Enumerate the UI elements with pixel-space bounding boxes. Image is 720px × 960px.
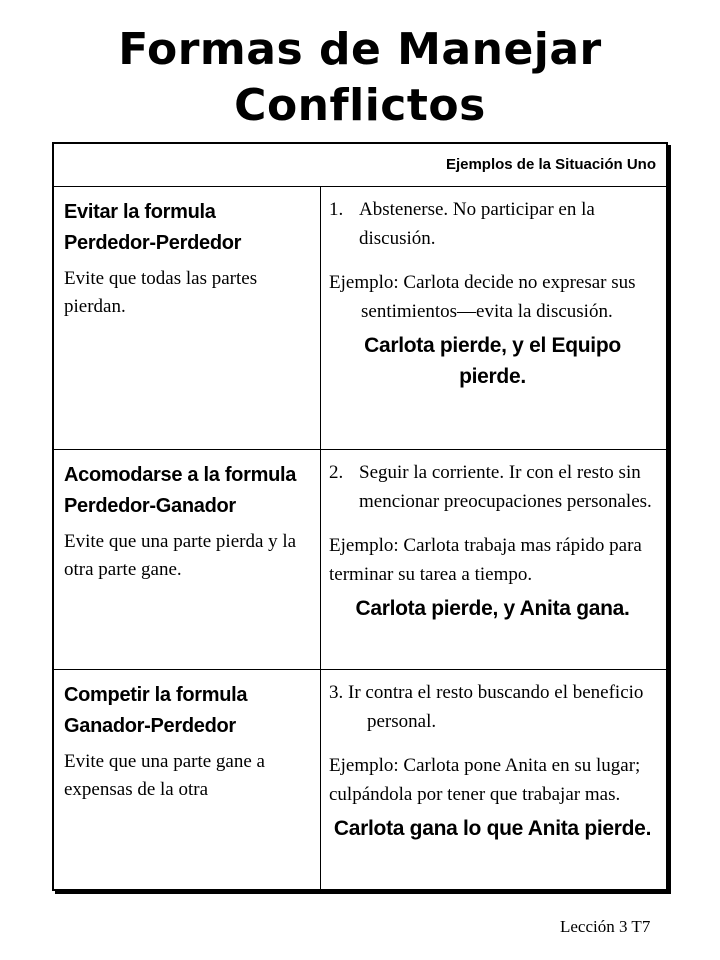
row-description: Evite que una parte pierda y la otra parte gane. — [64, 531, 297, 580]
title-line-1: Formas de Manejar — [118, 24, 602, 75]
row-right-cell — [321, 670, 668, 890]
row-heading: Acomodarse a la formula Perdedor-Ganador — [64, 464, 297, 517]
example-text: Ejemplo: Carlota trabaja mas rápido para terminar su tarea a tiempo. — [329, 535, 642, 585]
table-row — [53, 450, 667, 670]
row-heading: Evitar la formula Perdedor-Perdedor — [64, 201, 242, 254]
strategy-text: Abstenerse. No participar en la discusión. — [359, 199, 595, 249]
row-left-cell — [53, 187, 321, 450]
result-text: Carlota pierde, y Anita gana. — [355, 597, 630, 620]
row-heading: Competir la formula Ganador-Perdedor — [64, 684, 248, 737]
table-row — [53, 670, 667, 890]
conflict-table — [52, 142, 668, 891]
row-right-cell — [321, 187, 668, 450]
row-left-cell — [53, 670, 321, 890]
row-description: Evite que una parte gane a expensas de la otra — [64, 751, 265, 800]
page-footer: Lección 3 T7 — [560, 917, 651, 936]
result-text: Carlota gana lo que Anita pierde. — [333, 817, 652, 840]
table-row — [53, 187, 667, 450]
title-line-2: Conflictos — [234, 80, 486, 131]
example-text: Ejemplo: Carlota pone Anita en su lugar; culpándola por tener que trabajar mas. — [329, 755, 641, 805]
result-text: Carlota pierde, y el Equipo pierde. — [364, 334, 621, 388]
example-text: Ejemplo: Carlota decide no expresar sus sentimientos—evita la discusión. — [329, 272, 636, 322]
strategy-text: Seguir la corriente. Ir con el resto sin mencionar preocupaciones personales. — [359, 462, 652, 512]
strategy-number: 1. — [329, 199, 344, 220]
strategy-item — [329, 458, 656, 516]
row-right-cell — [321, 450, 668, 670]
strategy-number: 2. — [329, 462, 344, 483]
row-left-cell — [53, 450, 321, 670]
table-header-row — [53, 143, 667, 187]
page-title — [0, 22, 720, 134]
table-header: Ejemplos de la Situación Uno — [53, 143, 667, 187]
strategy-item — [329, 195, 656, 253]
strategy-text: 3. Ir contra el resto buscando el beneficio personal. — [329, 682, 644, 732]
row-description: Evite que todas las partes pierdan. — [64, 268, 258, 317]
